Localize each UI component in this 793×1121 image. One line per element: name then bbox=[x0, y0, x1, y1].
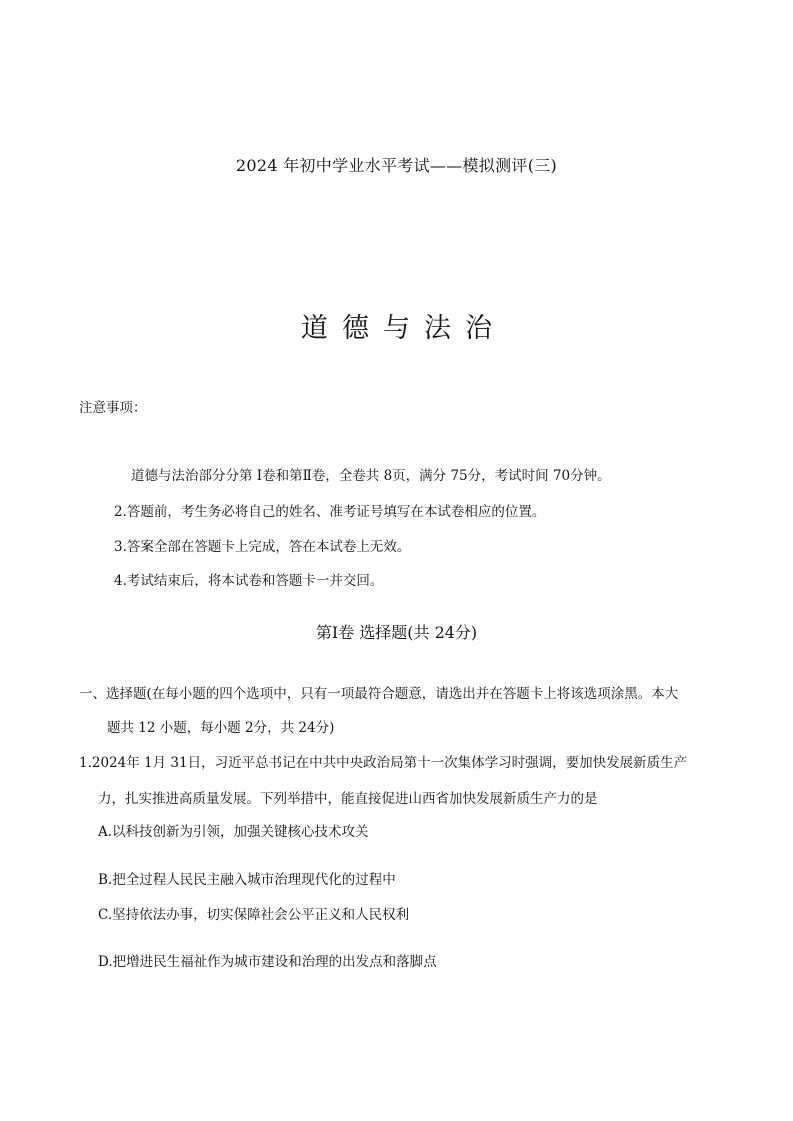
question-1-option-d: D.把增进民生福祉作为城市建设和治理的出发点和落脚点 bbox=[98, 954, 437, 970]
notice-item: 2.答题前，考生务必将自己的姓名、准考证号填写在本试卷相应的位置。 bbox=[114, 504, 546, 520]
subject-title: 道德与法治 bbox=[301, 313, 506, 344]
section-instructions-line: 题共 12 小题，每小题 2分，共 24分) bbox=[107, 720, 335, 736]
question-1-option-b: B.把全过程人民民主融入城市治理现代化的过程中 bbox=[98, 872, 396, 888]
question-1-stem-line: 1.2024年 1月 31日，习近平总书记在中共中央政治局第十一次集体学习时强调，要加快发展新质生产 bbox=[79, 755, 688, 771]
part-one-title: 第Ⅰ卷 选择题(共 24分) bbox=[315, 623, 478, 642]
question-1-option-c: C.坚持依法办事，切实保障社会公平正义和人民权利 bbox=[98, 907, 410, 923]
section-instructions-line: 一、选择题(在每小题的四个选项中，只有一项最符合题意，请选出并在答题卡上将该选项涂黑。本大 bbox=[79, 686, 679, 702]
question-1-stem-line: 力，扎实推进高质量发展。下列举措中，能直接促进山西省加快发展新质生产力的是 bbox=[98, 791, 598, 807]
notice-item: 3.答案全部在答题卡上完成，答在本试卷上无效。 bbox=[114, 539, 411, 555]
exam-title: 2024 年初中学业水平考试——模拟测评(三) bbox=[235, 156, 558, 175]
question-1-option-a: A.以科技创新为引领，加强关键核心技术攻关 bbox=[98, 824, 369, 840]
notice-item: 道德与法治部分分第 I卷和第Ⅱ卷，全卷共 8页，满分 75分，考试时间 70分钟。 bbox=[131, 468, 611, 484]
notice-heading: 注意事项： bbox=[79, 400, 147, 416]
notice-item: 4.考试结束后，将本试卷和答题卡一并交回。 bbox=[114, 573, 384, 589]
